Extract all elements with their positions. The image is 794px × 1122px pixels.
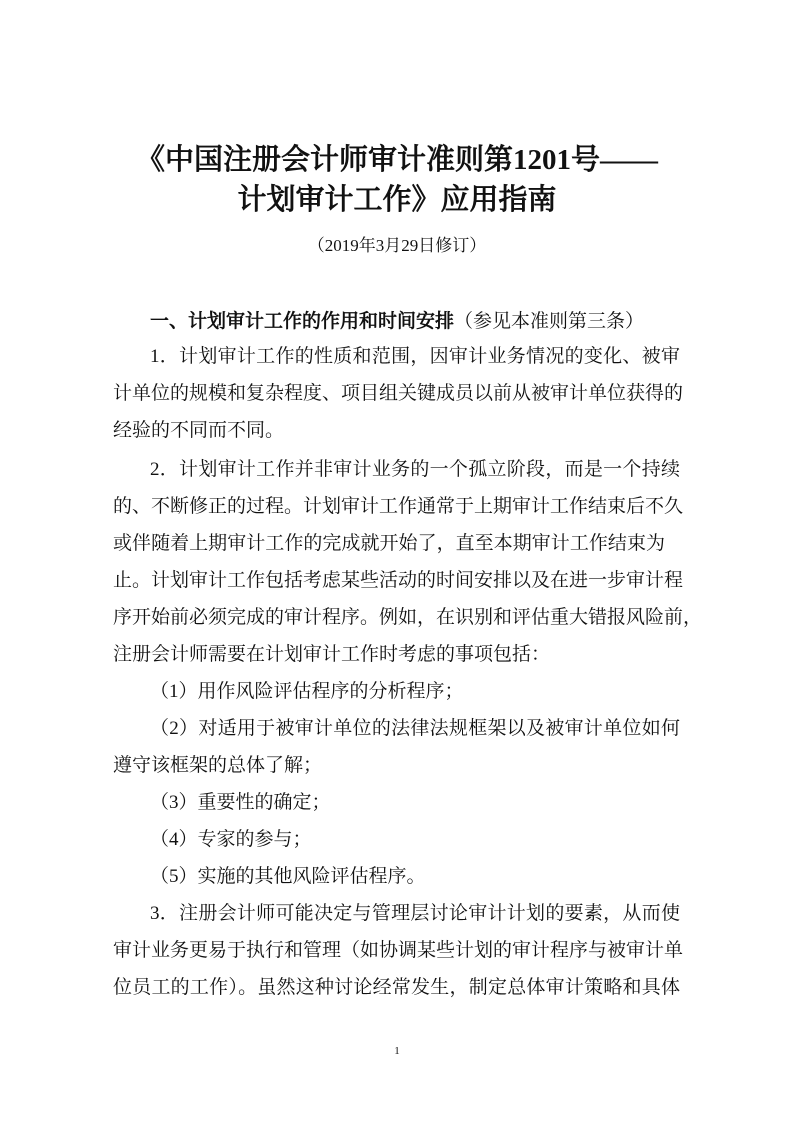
list-item: （5）实施的其他风险评估程序。 bbox=[150, 866, 426, 887]
paragraph-line: 1．计划审计工作的性质和范围，因审计业务情况的变化、被审 bbox=[150, 346, 680, 367]
document-title-line-2: 计划审计工作》应用指南 bbox=[237, 184, 557, 216]
list-item: （4）专家的参与； bbox=[150, 829, 312, 850]
paragraph-line: 审计业务更易于执行和管理（如协调某些计划的审计程序与被审计单 bbox=[113, 940, 684, 961]
section-heading-note: （参见本准则第三条） bbox=[454, 311, 645, 332]
paragraph-line: 或伴随着上期审计工作的完成就开始了，直至本期审计工作结束为 bbox=[113, 533, 665, 554]
paragraph-line: 3．注册会计师可能决定与管理层讨论审计计划的要素，从而使 bbox=[150, 903, 680, 924]
paragraph-line: 的、不断修正的过程。计划审计工作通常于上期审计工作结束后不久 bbox=[113, 496, 684, 517]
section-heading-title: 一、计划审计工作的作用和时间安排 bbox=[150, 311, 455, 332]
page-number: 1 bbox=[394, 1045, 400, 1057]
document-title-line-1: 《中国注册会计师审计准则第1201号—— bbox=[135, 144, 658, 176]
list-item: （1）用作风险评估程序的分析程序； bbox=[150, 681, 464, 702]
paragraph-line: 计单位的规模和复杂程度、项目组关键成员以前从被审计单位获得的 bbox=[113, 383, 684, 404]
paragraph-line: 2．计划审计工作并非审计业务的一个孤立阶段，而是一个持续 bbox=[150, 459, 680, 480]
paragraph-line: 经验的不同而不同。 bbox=[113, 420, 285, 441]
list-item-continuation: 遵守该框架的总体了解； bbox=[113, 755, 323, 776]
list-item: （2）对适用于被审计单位的法律法规框架以及被审计单位如何 bbox=[150, 718, 680, 739]
section-heading bbox=[150, 309, 717, 335]
list-item: （3）重要性的确定； bbox=[150, 792, 331, 813]
paragraph-line: 止。计划审计工作包括考虑某些活动的时间安排以及在进一步审计程 bbox=[113, 570, 684, 591]
revision-date: （2019年3月29日修订） bbox=[307, 236, 487, 255]
paragraph-line: 注册会计师需要在计划审计工作时考虑的事项包括： bbox=[113, 644, 551, 665]
paragraph-line: 位员工的工作）。虽然这种讨论经常发生，制定总体审计策略和具体 bbox=[113, 977, 680, 998]
paragraph-line: 序开始前必须完成的审计程序。例如，在识别和评估重大错报风险前， bbox=[113, 607, 703, 628]
